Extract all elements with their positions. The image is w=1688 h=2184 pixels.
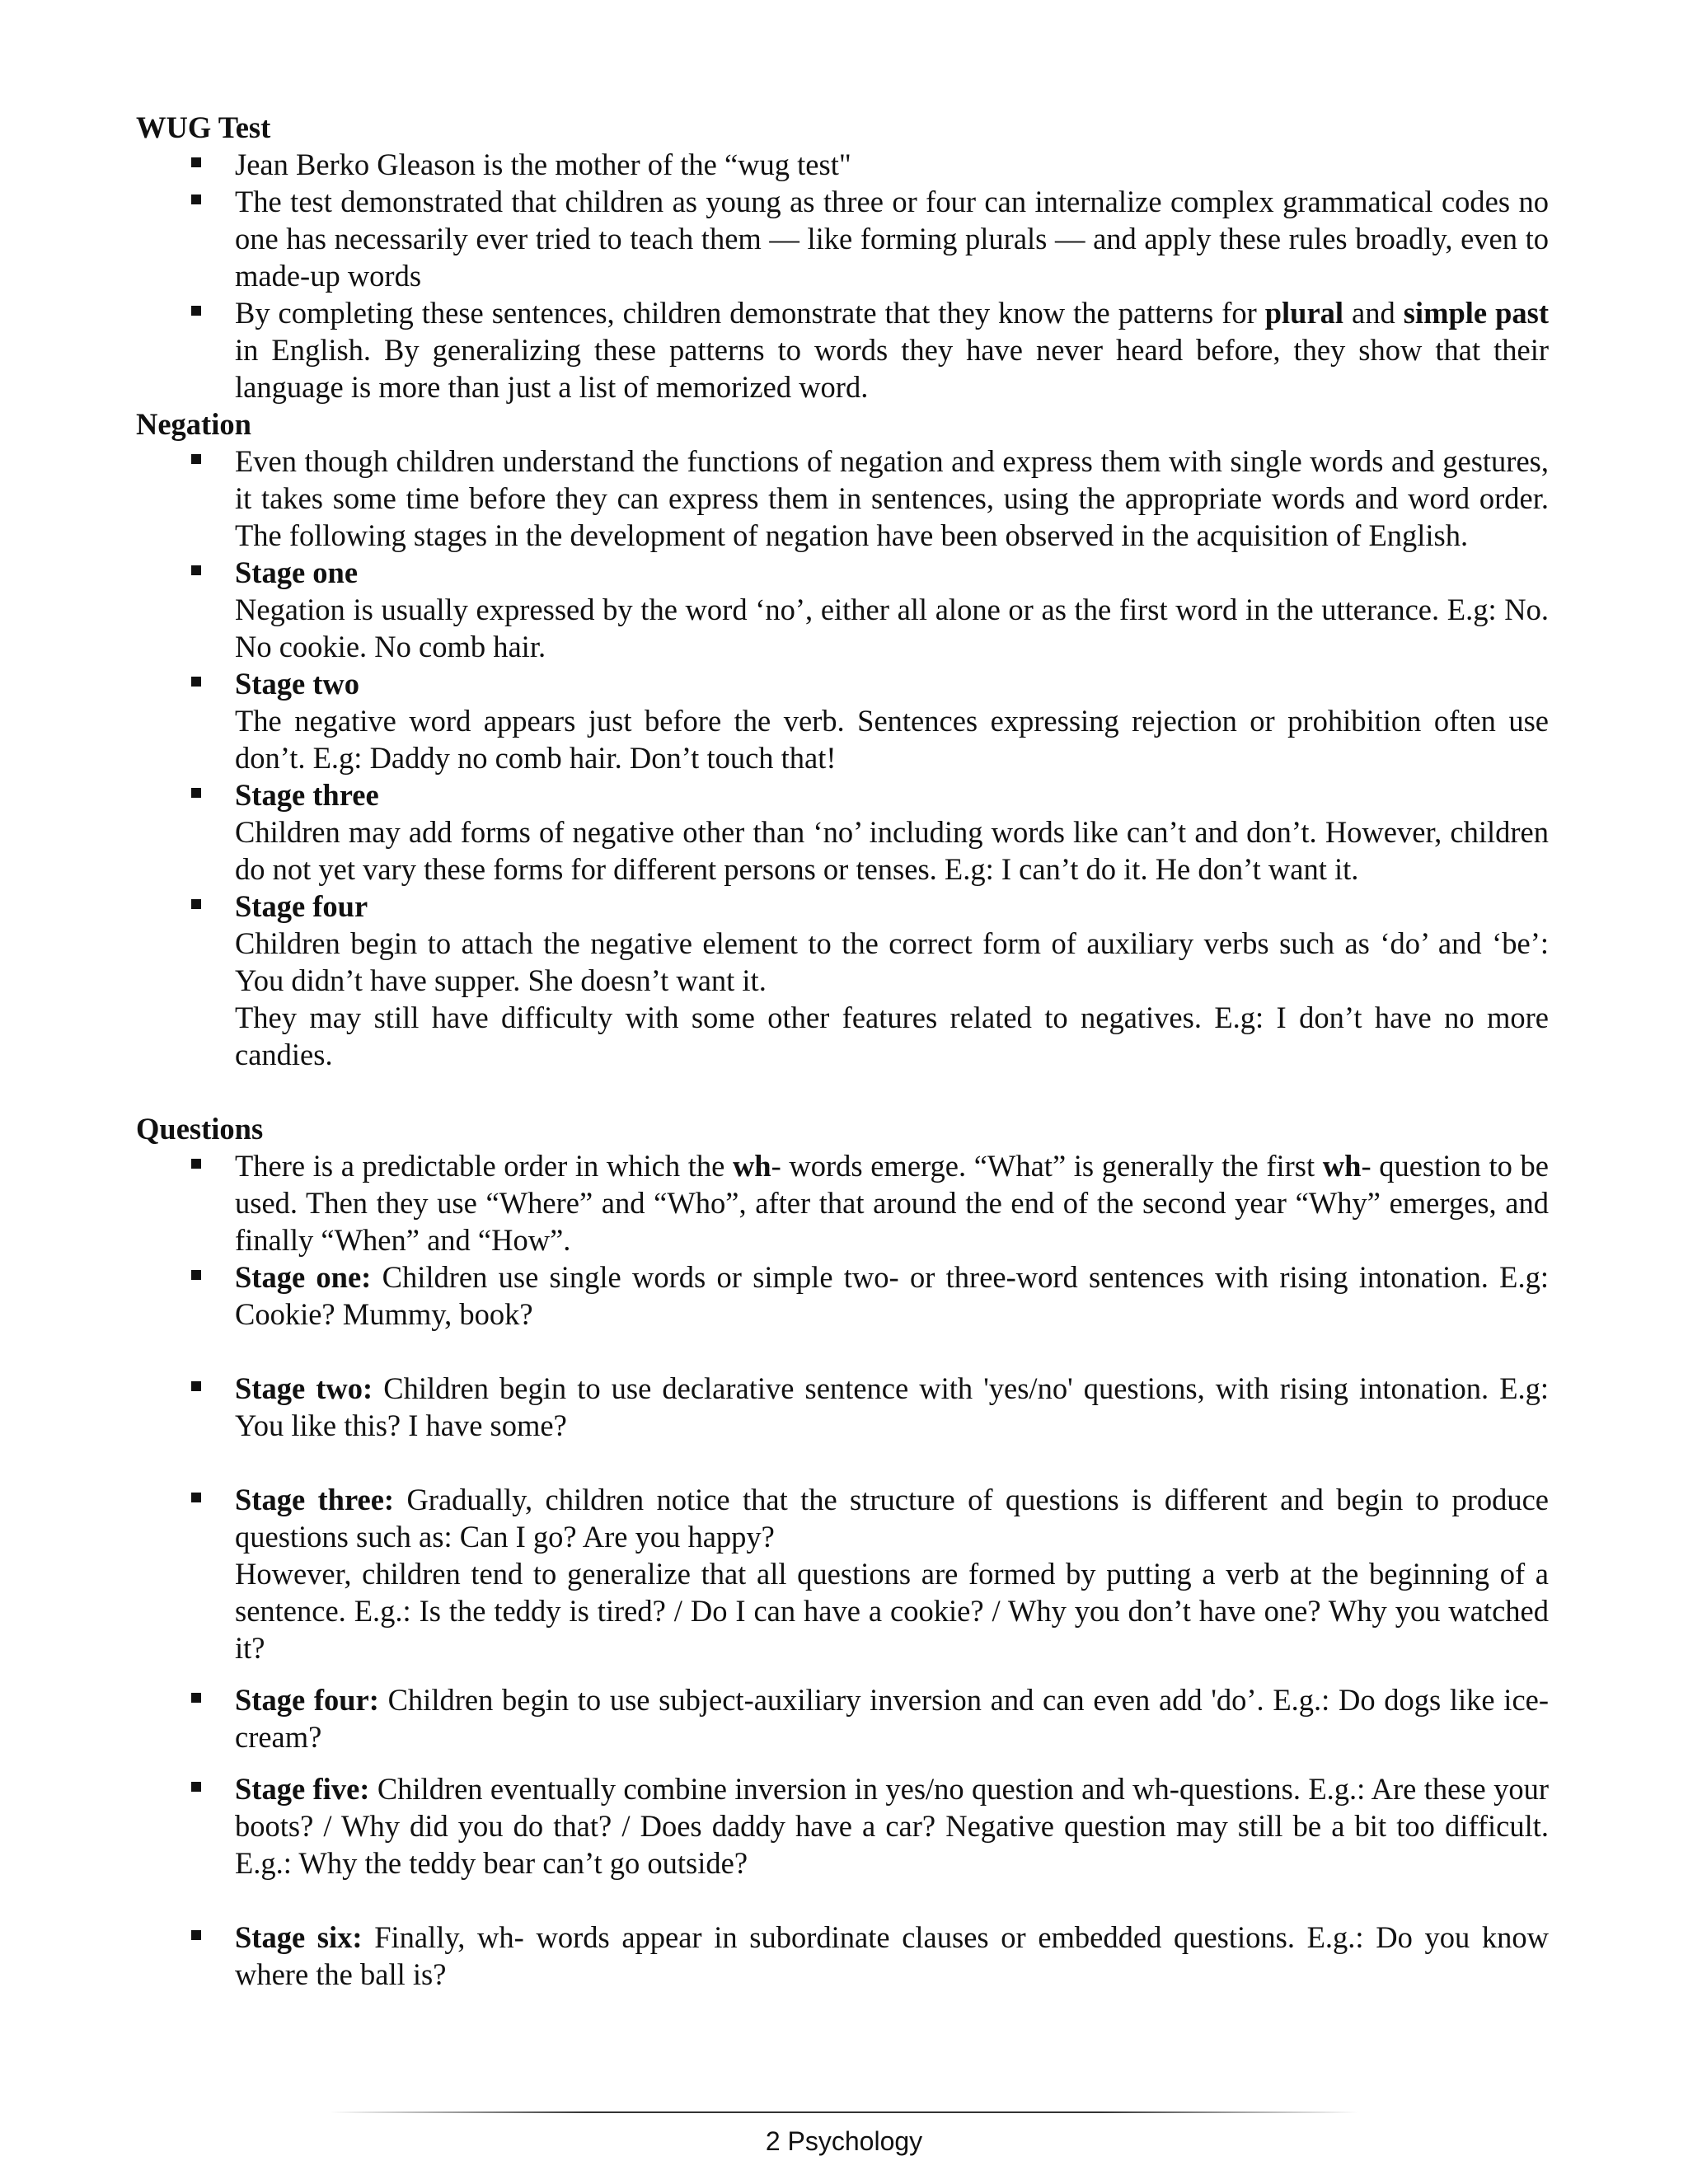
bullet-text: - question to be used. Then they use “Where” and “Who”, after that around the end of the second year “Why” emerges, and finally “When” and “How”. [235,1149,1549,1257]
stage-text: Children eventually combine inversion in yes/no question and wh-questions. E.g.: Are these your boots? / Why did you do that? / Does daddy have a car? Negative question may still be a bit too difficult. E.g.: Why the teddy bear can’t go outside? [235,1772,1549,1880]
stage-title: Stage three [235,778,379,812]
section-heading-questions: Questions [136,1112,264,1146]
wug-test-list [136,146,1549,405]
section-heading-negation: Negation [136,407,251,441]
stage-text: However, children tend to generalize that all questions are formed by putting a verb at the beginning of a sentence. E.g.: Is the teddy is tired? / Do I can have a cookie? / Why you don’t have one? Why you watched it? [235,1557,1549,1665]
stage-title: Stage five: [235,1772,370,1806]
negation-list [136,443,1549,1073]
square-bullet-icon [191,788,201,798]
stage-text: Gradually, children notice that the structure of questions is different and begin to produce questions such as: Can I go? Are you happy? [235,1483,1549,1554]
stage-text: Children use single words or simple two- or three-word sentences with rising intonation. E.g: Cookie? Mummy, book? [235,1260,1549,1331]
list-item [136,1481,1549,1666]
stage-text: The negative word appears just before the verb. Sentences expressing rejection or prohibition often use don’t. E.g: Daddy no comb hair. Don’t touch that! [235,704,1549,775]
bold-term-plural: plural [1264,296,1344,330]
bullet-text: - words emerge. “What” is generally the first [771,1149,1323,1183]
list-item [136,146,1549,183]
list-item [136,1370,1549,1444]
square-bullet-icon [191,1782,201,1792]
list-item [136,888,1549,1073]
list-item [136,1258,1549,1333]
stage-title: Stage three: [235,1483,395,1516]
bold-term-wh: wh [1322,1149,1362,1183]
list-item [136,294,1549,405]
list-item [136,776,1549,888]
stage-text: Finally, wh- words appear in subordinate clauses or embedded questions. E.g.: Do you know where the ball is? [235,1920,1549,1991]
square-bullet-icon [191,1493,201,1502]
page-footer: 2 Psychology [765,2126,923,2156]
bullet-text: and [1343,296,1404,330]
stage-title: Stage six: [235,1920,363,1954]
stage-text: Children begin to use declarative sentence with 'yes/no' questions, with rising intonation. E.g: You like this? I have some? [235,1371,1550,1442]
footer-divider [330,2111,1358,2113]
section-heading-wug-test: WUG Test [136,110,271,144]
bullet-text: The test demonstrated that children as young as three or four can internalize complex grammatical codes no one has necessarily ever tried to teach them — like forming plurals — and apply these rules broadly, even to made-up words [235,185,1549,293]
bullet-text: There is a predictable order in which the [235,1149,733,1183]
square-bullet-icon [191,1270,201,1280]
stage-text: Children begin to use subject-auxiliary inversion and can even add 'do’. E.g.: Do dogs like ice-cream? [235,1683,1550,1754]
bold-term-wh: wh [732,1149,771,1183]
list-item [136,1919,1549,1993]
list-item [136,443,1549,554]
square-bullet-icon [191,565,201,575]
bullet-text: in English. By generalizing these patterns to words they have never heard before, they show that their language is more than just a list of memorized word. [235,333,1549,404]
bold-term-simple-past: simple past [1403,296,1549,330]
bullet-text: By completing these sentences, children demonstrate that they know the patterns for [235,296,1265,330]
page-content [136,109,1549,1993]
square-bullet-icon [191,454,201,464]
stage-title: Stage one [235,555,359,589]
list-item [136,554,1549,665]
stage-text: Negation is usually expressed by the word ‘no’, either all alone or as the first word in the utterance. E.g: No. No cookie. No comb hair. [235,593,1549,663]
stage-title: Stage two [235,667,360,701]
stage-text: They may still have difficulty with some other features related to negatives. E.g: I don’t have no more candies. [235,1001,1549,1071]
bullet-text: Jean Berko Gleason is the mother of the “wug test" [235,148,851,181]
stage-title: Stage four [235,889,368,923]
square-bullet-icon [191,194,201,204]
square-bullet-icon [191,157,201,167]
stage-title: Stage two: [235,1371,373,1405]
list-item [136,665,1549,776]
list-item [136,183,1549,294]
square-bullet-icon [191,677,201,687]
square-bullet-icon [191,1930,201,1940]
square-bullet-icon [191,1381,201,1391]
bullet-text: Even though children understand the functions of negation and express them with single words and gestures, it takes some time before they can express them in sentences, using the appropriate words and word order. The following stages in the development of negation have been observed in the acquisition of English. [235,444,1549,552]
square-bullet-icon [191,1159,201,1169]
square-bullet-icon [191,899,201,909]
list-item [136,1147,1549,1258]
stage-text: Children begin to attach the negative element to the correct form of auxiliary verbs such as ‘do’ and ‘be’: You didn’t have supper. She doesn’t want it. [235,926,1549,997]
stage-title: Stage four: [235,1683,379,1717]
square-bullet-icon [191,1693,201,1703]
stage-title: Stage one: [235,1260,372,1294]
square-bullet-icon [191,306,201,316]
stage-text: Children may add forms of negative other than ‘no’ including words like can’t and don’t. However, children do not yet vary these forms for different persons or tenses. E.g: I can’t do it. He don’t want it. [235,815,1549,886]
list-item [136,1681,1549,1755]
questions-list [136,1147,1549,1993]
list-item [136,1770,1549,1882]
